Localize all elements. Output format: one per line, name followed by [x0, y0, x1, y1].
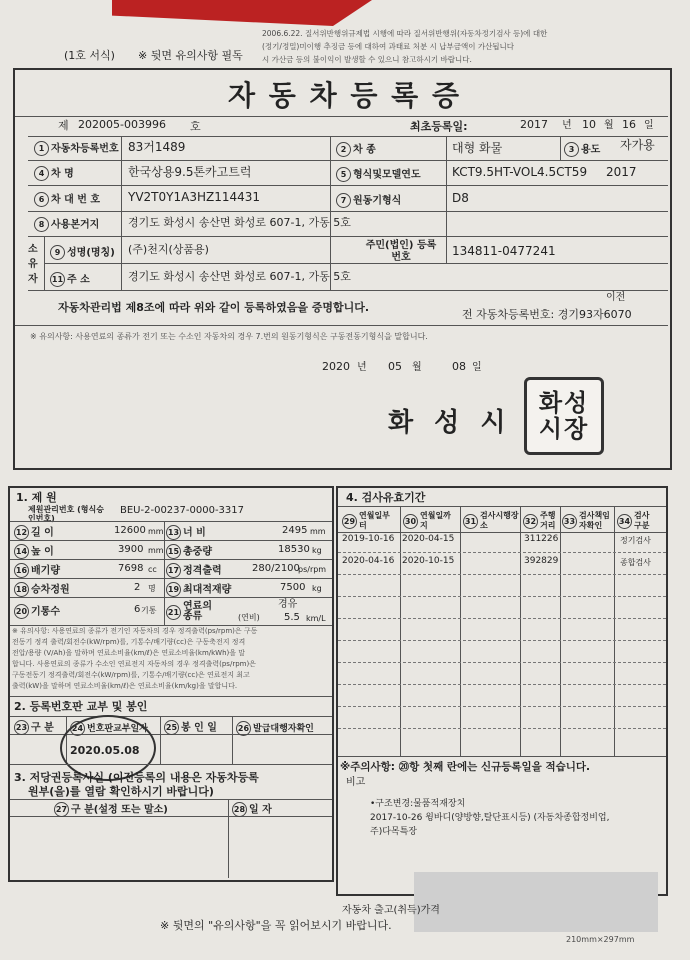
use-label: 3 용도 — [564, 142, 600, 157]
issue-day: 08 — [452, 360, 466, 373]
issue-year: 2020 — [322, 360, 350, 373]
seal-text: 화성시장 — [538, 389, 590, 443]
issuer-name: 화 성 시 — [388, 408, 512, 438]
first-reg-month: 10 — [582, 118, 596, 131]
row-line — [28, 290, 668, 291]
official-seal — [524, 377, 604, 455]
owner-side-label: 소유자 — [28, 244, 38, 285]
owner-name-value: (주)천지(상품용) — [128, 243, 209, 256]
scan-red-corner — [112, 0, 372, 26]
plate-col — [160, 716, 161, 764]
first-reg-label: 최초등록일: — [410, 120, 468, 133]
insp-row-kind: 종합검사 — [620, 558, 651, 567]
width-label: 13 너 비 — [166, 525, 206, 540]
spec-line — [10, 578, 332, 579]
insp-col — [560, 506, 561, 756]
engine-label: 7 원동기형식 — [336, 193, 401, 208]
certification-text: 자동차관리법 제8조에 따라 위와 같이 등록하였음을 증명합니다. — [58, 301, 370, 314]
spec-section-title: 1. 제 원 — [16, 491, 57, 504]
insp-col — [400, 506, 401, 756]
spec-no-label: 제원관리번호 (형식승인번호) — [28, 505, 104, 523]
insp-col-km: 32주행거리 — [524, 511, 556, 530]
row-line — [28, 211, 668, 212]
insp-col-from: 29연월일부터 — [343, 511, 390, 530]
efficiency-value: 5.5 — [284, 612, 300, 623]
warning-text: ※ 뒷면 유의사항 필독 — [138, 49, 243, 62]
reg-no-label: 1 자동차등록번호 — [34, 141, 119, 156]
base-value: 경기도 화성시 송산면 화성로 607-1, 가동 5호 — [128, 216, 351, 229]
remark-line-1: •구조변경:물품적재장치 — [370, 799, 466, 809]
length-value: 12600 — [114, 525, 146, 536]
spec-line — [10, 540, 332, 541]
col-line — [560, 136, 561, 160]
spec-line — [10, 597, 332, 598]
seats-unit: 명 — [148, 584, 156, 593]
plate-col-agent: 26 발급대행자확인 — [236, 721, 314, 736]
col-line — [446, 136, 447, 263]
row-line — [28, 185, 668, 186]
insp-col-kind: 34검사구분 — [618, 511, 650, 530]
cylinders-value: 6 — [134, 604, 141, 615]
stamp-date: 2020.05.08 — [70, 744, 140, 757]
insp-col-to: 30연월일까지 — [404, 511, 451, 530]
cylinders-label: 20 기통수 — [14, 604, 60, 619]
section-divider — [10, 696, 332, 697]
insp-row-line — [338, 574, 666, 575]
insp-col-confirm: 33검사책임자확인 — [563, 511, 610, 530]
cert-no-value: 202005-003996 — [78, 118, 166, 131]
owner-id-label: 주민(법인) 등록번호 — [365, 240, 437, 263]
length-unit: mm — [148, 527, 164, 536]
mortgage-col — [228, 799, 229, 878]
max-load-value: 7500 — [280, 582, 306, 593]
spec-note-line: 전동기 정격 출력/회전수(kW/rpm)를, 기통수/배기량(cc)은 구동축전지 정격 — [12, 638, 246, 646]
insp-col — [460, 506, 461, 756]
length-label: 12 길 이 — [14, 525, 54, 540]
insp-row-km: 392829 — [524, 556, 559, 566]
use-value: 자가용 — [620, 138, 655, 152]
insp-row-line — [338, 618, 666, 619]
max-load-label: 19 최대적재량 — [166, 582, 231, 597]
redacted-area — [414, 872, 658, 932]
row-line — [28, 136, 668, 137]
efficiency-unit: km/L — [306, 614, 326, 623]
model-label: 5 형식및모델연도 — [336, 167, 421, 182]
notice-line-1: 2006.6.22. 질서위반행위규제법 시행에 따라 질서위반행위(자동차정기검사 등)에 대한 — [262, 29, 548, 38]
vehicle-name-label: 4 차 명 — [34, 166, 74, 181]
row-line — [28, 236, 668, 237]
max-load-unit: kg — [312, 584, 322, 593]
notice-line-3: 시 가산금 등의 불이익이 발생할 수 있으니 참고하시기 바랍니다. — [262, 55, 472, 64]
col-line — [121, 136, 122, 290]
col-line — [330, 136, 331, 290]
spec-note-line: ※ 유의사항: 사용연료의 종류가 전기인 자동차의 경우 정격출력(ps/rpm)은 구동 — [12, 627, 258, 635]
first-reg-year: 2017 — [520, 118, 548, 131]
cert-no-suffix: 호 — [190, 120, 201, 133]
plate-col-category: 23 구 분 — [14, 720, 54, 735]
mortgage-line-1: 3. 저당권등록사실 (이전등록의 내용은 자동차등록 — [14, 771, 259, 784]
height-value: 3900 — [118, 544, 144, 555]
gross-weight-value: 18530 — [278, 544, 310, 555]
plate-section-title: 2. 등록번호판 교부 및 봉인 — [14, 700, 148, 713]
base-label: 8 사용본거지 — [34, 217, 99, 232]
row-line — [44, 263, 668, 264]
row-line — [28, 160, 668, 161]
displacement-unit: cc — [148, 565, 157, 574]
section-divider — [10, 764, 332, 765]
model-year: 2017 — [606, 165, 637, 179]
engine-value: D8 — [452, 191, 469, 205]
vin-value: YV2T0Y1A3HZ114431 — [128, 190, 260, 204]
document-title: 자 동 차 등 록 증 — [228, 79, 462, 112]
inspection-note: ※주의사항: ⑳항 첫째 란에는 신규등록일을 적습니다. — [340, 761, 591, 773]
owner-name-label: 9 성명(명칭) — [50, 245, 115, 260]
bottom-price-label: 자동차 출고(취득)가격 — [342, 905, 440, 916]
insp-row-kind: 정기검사 — [620, 536, 651, 545]
insp-row-from: 2019-10-16 — [342, 534, 395, 544]
insp-col — [614, 506, 615, 756]
vehicle-name-value: 한국상용9.5톤카고트럭 — [128, 165, 252, 179]
spec-line — [10, 521, 332, 522]
issue-day-unit: 일 — [472, 362, 482, 373]
plate-col-seal-date: 25 봉 인 일 — [164, 720, 217, 735]
power-value: 280/2100 — [252, 563, 300, 574]
power-unit: ps/rpm — [298, 565, 327, 574]
fuel-value: 경유 — [278, 599, 298, 610]
remark-label: 비고 — [346, 777, 366, 788]
gross-weight-unit: kg — [312, 546, 322, 555]
mortgage-line — [10, 799, 332, 800]
model-value: KCT9.5HT-VOL4.5CT59 — [452, 165, 588, 179]
col-line — [44, 236, 45, 290]
prev-label: 이전 — [606, 292, 626, 303]
issue-month-unit: 월 — [412, 362, 422, 373]
efficiency-label: (연비) — [238, 613, 260, 622]
first-reg-day: 16 — [622, 118, 636, 131]
issue-year-unit: 년 — [357, 362, 367, 373]
footer-note: ※ 뒷면의 "유의사항"을 꼭 읽어보시기 바랍니다. — [160, 919, 392, 932]
form-label: (1호 서식) — [64, 49, 115, 62]
vin-label: 6 차 대 번 호 — [34, 192, 100, 207]
vehicle-type-label: 2 차 종 — [336, 142, 376, 157]
insp-col-place: 31검사시행장소 — [464, 511, 519, 530]
insp-col — [520, 506, 521, 756]
mortgage-col-type: 27 구 분(설정 또는 말소) — [54, 802, 168, 817]
insp-row-line — [338, 728, 666, 729]
remark-line-2: 2017-10-26 윙바디(양방향,탈단표시등) (자동차종합정비업, — [370, 813, 610, 823]
insp-row-line — [338, 706, 666, 707]
fuel-label: 21 연료의 종류 — [167, 601, 212, 622]
displacement-value: 7698 — [118, 563, 144, 574]
spec-line — [10, 625, 332, 626]
insp-row-km: 311226 — [524, 534, 559, 544]
width-value: 2495 — [282, 525, 308, 536]
remark-line-3: 주)다목특장 — [370, 827, 417, 837]
spec-col — [164, 521, 165, 625]
month-unit: 월 — [604, 120, 614, 131]
insp-row-line — [338, 596, 666, 597]
plate-line — [10, 716, 332, 717]
title-divider — [15, 116, 668, 117]
cylinders-unit: 기통 — [141, 606, 157, 615]
prev-reg-number: 전 자동차등록번호: 경기93자6070 — [462, 308, 632, 321]
insp-row-to: 2020-10-15 — [402, 556, 455, 566]
seats-value: 2 — [134, 582, 141, 593]
insp-row-to: 2020-04-15 — [402, 534, 455, 544]
spec-line — [10, 559, 332, 560]
spec-note-line: 합니다. 사용연료의 종류가 수소인 연료전지 자동차의 경우 정격출력(ps/rpm)은 — [12, 660, 256, 668]
insp-line — [338, 506, 666, 507]
height-unit: mm — [148, 546, 164, 555]
divider — [15, 325, 668, 326]
spec-no-value: BEU-2-00237-0000-3317 — [120, 505, 245, 516]
power-label: 17 정격출력 — [166, 563, 222, 578]
insp-row-from: 2020-04-16 — [342, 556, 395, 566]
owner-id-value: 134811-0477241 — [452, 244, 556, 258]
fine-note: ※ 유의사항: 사용연료의 종류가 전기 또는 수소인 자동차의 경우 7.번의 원동기형식은 구동전동기형식을 말합니다. — [30, 332, 428, 341]
insp-row-line — [338, 552, 666, 553]
reg-no-value: 83거1489 — [128, 140, 186, 154]
height-label: 14 높 이 — [14, 544, 54, 559]
mortgage-line-2: 원부(을)를 열람 확인하시기 바랍니다) — [28, 785, 214, 798]
day-unit: 일 — [644, 120, 654, 131]
owner-addr-label: 11 주 소 — [50, 272, 90, 287]
footer-code: 210mm×297mm — [566, 935, 635, 944]
plate-col-issue-date: 24 번호판교부일자 — [70, 721, 148, 736]
insp-row-line — [338, 640, 666, 641]
year-unit: 년 — [562, 120, 572, 131]
issue-month: 05 — [388, 360, 402, 373]
vehicle-type-value: 대형 화물 — [452, 141, 503, 155]
insp-row-line — [338, 684, 666, 685]
cert-no-label: 제 — [58, 119, 69, 132]
insp-line — [338, 532, 666, 533]
spec-note-line: 출력(kW)을 말하며 연료소비율(km/ℓ)은 연료소비율(km/kg)을 말합니다. — [12, 682, 238, 690]
displacement-label: 16 배기량 — [14, 563, 60, 578]
mortgage-col-date: 28 일 자 — [232, 802, 272, 817]
gross-weight-label: 15 총중량 — [166, 544, 212, 559]
insp-row-line — [338, 662, 666, 663]
inspection-title: 4. 검사유효기간 — [346, 491, 426, 504]
notice-line-2: (정기/정밀)미이행 추징금 등에 대하여 과태료 처분 시 납부금액이 가산됩니다 — [262, 42, 515, 51]
width-unit: mm — [310, 527, 326, 536]
insp-line — [338, 756, 666, 757]
spec-note-line: 전압/용량 (V/Ah)을 말하며 연료소비율(km/ℓ)은 연료소비율(km/kWh)을 말 — [12, 649, 246, 657]
seats-label: 18 승차정원 — [14, 582, 70, 597]
spec-note-line: 구동전동기 정격출력/회전수(kW/rpm)를, 기통수/배기량(cc)은 연료전지 최고 — [12, 671, 250, 679]
owner-addr-value: 경기도 화성시 송산면 화성로 607-1, 가동 5호 — [128, 270, 351, 283]
plate-col — [232, 716, 233, 764]
